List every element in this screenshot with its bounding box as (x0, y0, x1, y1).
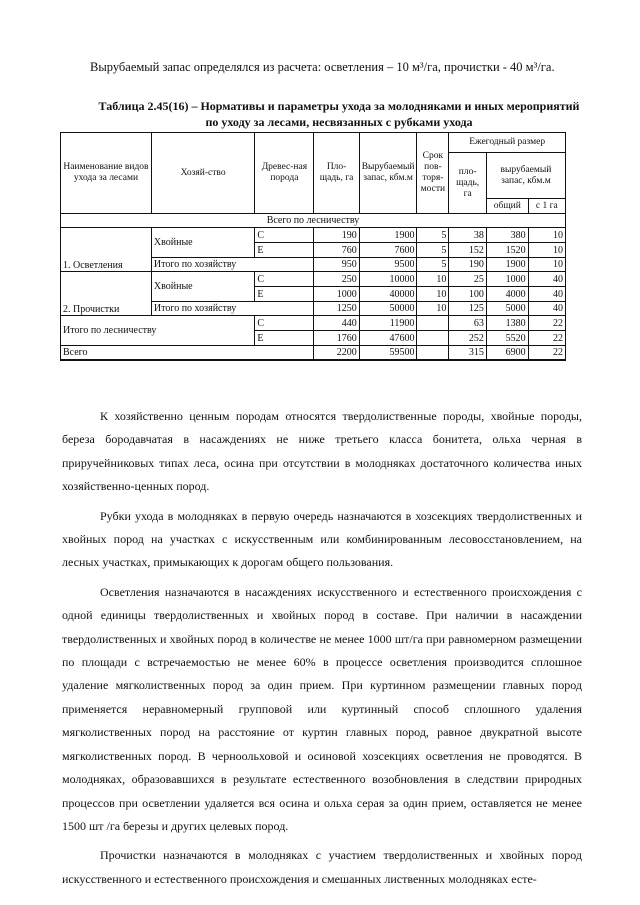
forestry-total-label: Итого по лесничеству (61, 316, 255, 346)
species-cell: С (255, 228, 314, 243)
value-cell: 5000 (486, 302, 528, 316)
value-cell: 2200 (314, 346, 359, 360)
farm-cell-1: Хвойные (151, 228, 255, 258)
value-cell: 1900 (486, 258, 528, 272)
paragraph: Рубки ухода в молодняках в первую очередь назначаются в хозсекциях твердолиственных и хвойных пород на участках с искусственным или комбинированным лесовосстановлением, на лесных участках, примыкающих к дорогам общего пользования. (62, 508, 582, 570)
value-cell: 440 (314, 316, 359, 331)
species-cell: Е (255, 243, 314, 258)
value-cell: 22 (528, 346, 565, 360)
grand-total-label: Всего (61, 346, 314, 360)
header-per-ha: с 1 га (528, 199, 565, 214)
value-cell: 315 (449, 346, 487, 360)
value-cell: 50000 (359, 302, 417, 316)
value-cell: 1000 (314, 287, 359, 302)
value-cell: 59500 (359, 346, 417, 360)
header-annual: Ежегодный размер (449, 133, 566, 153)
value-cell: 125 (449, 302, 487, 316)
value-cell: 380 (486, 228, 528, 243)
value-cell (417, 331, 449, 346)
value-cell: 63 (449, 316, 487, 331)
value-cell: 252 (449, 331, 487, 346)
table-caption: Таблица 2.45(16) – Нормативы и параметры ухода за молодняками и иных мероприятий по уходу за лесами, несвязанных с рубками ухода (98, 99, 580, 129)
value-cell: 250 (314, 272, 359, 287)
value-cell: 47600 (359, 331, 417, 346)
care-norms-table (60, 132, 566, 361)
value-cell: 6900 (486, 346, 528, 360)
header-species: Древес-ная порода (255, 133, 314, 214)
kind-cell-1: 1. Осветления (61, 228, 152, 272)
header-area: Пло-щадь, га (314, 133, 359, 214)
species-cell: С (255, 272, 314, 287)
value-cell: 40 (528, 302, 565, 316)
value-cell: 190 (314, 228, 359, 243)
value-cell: 1520 (486, 243, 528, 258)
value-cell: 10 (417, 302, 449, 316)
value-cell: 38 (449, 228, 487, 243)
paragraph: К хозяйственно ценным породам относятся твердолиственные породы, хвойные породы, береза бородавчатая в насаждениях не ниже третьего класса бонитета, ольха черная в приручейниковых типах леса, осина при отсутствии в молодняках достаточного количества иных хозяйственно-ценных пород. (62, 409, 582, 494)
value-cell: 760 (314, 243, 359, 258)
value-cell: 950 (314, 258, 359, 272)
value-cell: 9500 (359, 258, 417, 272)
value-cell: 40 (528, 272, 565, 287)
body-text (62, 405, 582, 891)
header-total: общий (486, 199, 528, 214)
farm-total-label: Итого по хозяйству (151, 302, 314, 316)
value-cell: 10 (417, 272, 449, 287)
header-annual-area: пло-щадь, га (449, 153, 487, 214)
value-cell: 1900 (359, 228, 417, 243)
value-cell: 5 (417, 243, 449, 258)
value-cell: 1250 (314, 302, 359, 316)
value-cell: 10 (528, 258, 565, 272)
value-cell: 100 (449, 287, 487, 302)
header-term: Срок пов-торя-мости (417, 133, 449, 214)
value-cell: 11900 (359, 316, 417, 331)
value-cell: 5 (417, 258, 449, 272)
kind-cell-2: 2. Прочистки (61, 272, 152, 316)
value-cell (417, 316, 449, 331)
value-cell: 10000 (359, 272, 417, 287)
value-cell: 1000 (486, 272, 528, 287)
value-cell: 1760 (314, 331, 359, 346)
farm-total-label: Итого по хозяйству (151, 258, 314, 272)
value-cell: 10 (528, 243, 565, 258)
intro-paragraph: Вырубаемый запас определялся из расчета: осветления – 10 м³/га, прочистки - 40 м³/га. (90, 60, 555, 74)
header-farm: Хозяй-ство (151, 133, 255, 214)
header-kind: Наименование видов ухода за лесами (61, 133, 152, 214)
species-cell: С (255, 316, 314, 331)
value-cell: 40 (528, 287, 565, 302)
value-cell: 10 (417, 287, 449, 302)
value-cell: 5 (417, 228, 449, 243)
value-cell: 10 (528, 228, 565, 243)
value-cell: 190 (449, 258, 487, 272)
farm-cell-2: Хвойные (151, 272, 255, 302)
section-title: Всего по лесничеству (61, 214, 566, 228)
value-cell: 7600 (359, 243, 417, 258)
paragraph: Прочистки назначаются в молодняках с участием твердолиственных и хвойных пород искусственного и естественного происхождения и смешанных лиственных молодняках есте- (62, 848, 582, 886)
header-volume: Вырубаемый запас, кбм.м (359, 133, 417, 214)
value-cell: 25 (449, 272, 487, 287)
value-cell: 22 (528, 316, 565, 331)
value-cell (417, 346, 449, 360)
value-cell: 152 (449, 243, 487, 258)
value-cell: 40000 (359, 287, 417, 302)
value-cell: 4000 (486, 287, 528, 302)
paragraph: Осветления назначаются в насаждениях искусственного и естественного происхождения с одной единицы твердолиственных и хвойных пород в составе. При наличии в насаждении твердолиственных и хвойных пород в количестве не менее 1000 шт/га при равномерном размещении по площади с встречаемостью не менее 60% в процессе осветления производится сплошное удаление мягколиственных пород за один прием. При куртинном размещении главных пород применяется неравномерный групповой или куртинный способ сплошного удаления мягколиственных пород на расстояние от куртин главных пород, равное двукратной высоте мягколиственных пород. В черноольховой и осиновой хозсекциях осветления не проводятся. В молодняках, образовавшихся в результате естественного возобновления в следствии природных процессов при осветлении удаляется вся осина и ольха серая за один прием, оставляется не менее 1500 шт /га березы и других целевых пород. (62, 584, 582, 833)
species-cell: Е (255, 287, 314, 302)
species-cell: Е (255, 331, 314, 346)
header-annual-volume: вырубаемый запас, кбм.м (486, 153, 565, 199)
value-cell: 1380 (486, 316, 528, 331)
value-cell: 5520 (486, 331, 528, 346)
value-cell: 22 (528, 331, 565, 346)
